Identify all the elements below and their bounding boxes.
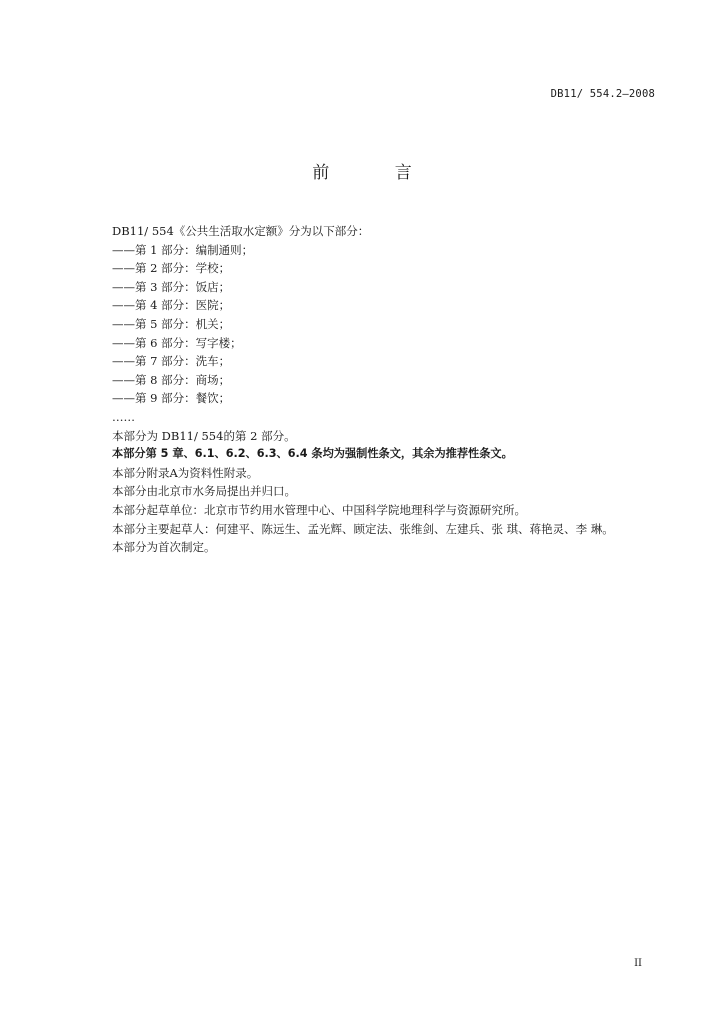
list-item-part-2: ——第 2 部分：学校；: [112, 261, 231, 276]
ellipsis: ……: [112, 409, 135, 424]
list-item-part-1: ——第 1 部分：编制通则；: [112, 242, 254, 257]
statement-proposer: 本部分由北京市水务局提出并归口。: [112, 484, 296, 499]
list-item-part-6: ——第 6 部分：写字楼；: [112, 335, 242, 350]
statement-part: 本部分为 DB11/ 554的第 2 部分。: [112, 428, 296, 443]
statement-drafting-units: 本部分起草单位：北京市节约用水管理中心、中国科学院地理科学与资源研究所。: [112, 502, 526, 517]
list-item-part-9: ——第 9 部分：餐饮；: [112, 391, 231, 406]
list-item-part-7: ——第 7 部分：洗车；: [112, 354, 231, 369]
list-item-part-4: ——第 4 部分：医院；: [112, 298, 231, 313]
statement-drafters: 本部分主要起草人：何建平、陈远生、孟光辉、顾定法、张维剑、左建兵、张 琪、蒋艳灵、李 琳。: [112, 521, 614, 536]
list-item-part-3: ——第 3 部分：饭店；: [112, 279, 231, 294]
list-item-part-5: ——第 5 部分：机关；: [112, 316, 231, 331]
intro-line: DB11/ 554《公共生活取水定额》分为以下部分：: [112, 224, 370, 238]
statement-mandatory: 本部分第 5 章、6.1、6.2、6.3、6.4 条均为强制性条文，其余为推荐性条文。: [112, 447, 513, 461]
page-title: 前 言: [312, 163, 442, 183]
statement-appendix: 本部分附录A为资料性附录。: [112, 465, 259, 480]
foreword-body: [112, 222, 672, 557]
list-item-part-8: ——第 8 部分：商场；: [112, 372, 231, 387]
standard-code: DB11/ 554.2—2008: [550, 88, 655, 100]
page-number: II: [634, 958, 642, 969]
statement-first-issue: 本部分为首次制定。: [112, 540, 216, 555]
